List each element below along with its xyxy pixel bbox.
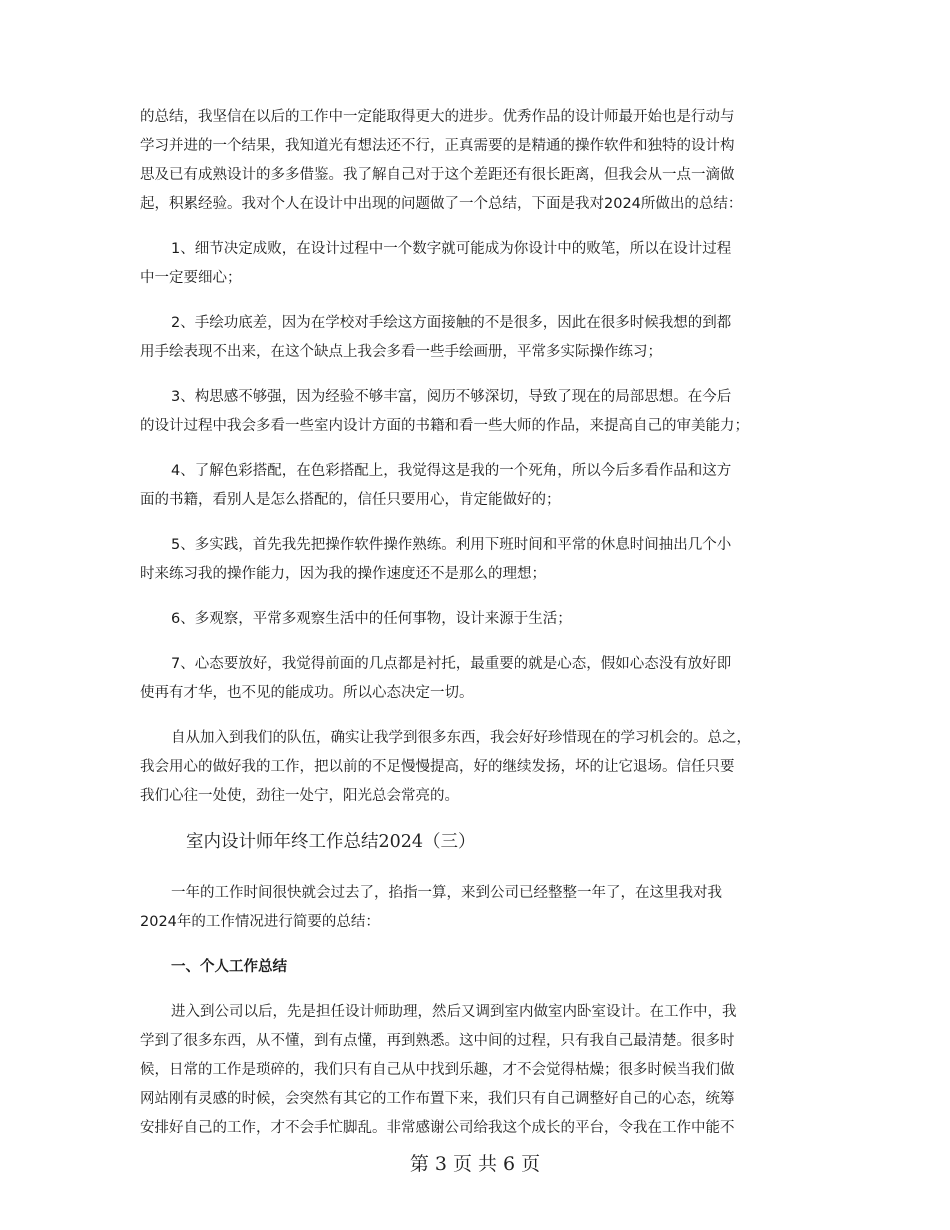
text-line: 候，日常的工作是琐碎的，我们只有自己从中找到乐趣，才不会觉得枯燥；很多时候当我们做 (140, 1062, 735, 1078)
text-line: 中一定要细心； (140, 270, 242, 286)
text-line: 6、多观察，平常多观察生活中的任何事物，设计来源于生活； (171, 611, 572, 627)
text-line: 时来练习我的操作能力，因为我的操作速度还不是那么的理想； (140, 566, 546, 582)
text-line: 的设计过程中我会多看一些室内设计方面的书籍和看一些大师的作品，来提高自己的审美能力； (140, 418, 749, 434)
text-line: 我们心往一处使，劲往一处宁，阳光总会常亮的。 (140, 788, 459, 804)
point-7 (140, 650, 820, 708)
body-paragraph (140, 998, 820, 1143)
text-line: 自从加入到我们的队伍，确实让我学到很多东西，我会好好珍惜现在的学习机会的。总之， (171, 730, 751, 746)
text-line: 学习并进的一个结果，我知道光有想法还不行，正真需要的是精通的操作软件和独特的设计构 (140, 138, 735, 154)
point-1 (140, 235, 820, 293)
point-2 (140, 309, 820, 367)
subsection-heading: 一、个人工作总结 (171, 959, 287, 975)
point-3 (140, 383, 820, 441)
section-title: 室内设计师年终工作总结2024（三） (186, 832, 476, 852)
text-line: 面的书籍，看别人是怎么搭配的，信任只要用心，肯定能做好的； (140, 492, 561, 508)
point-6 (140, 605, 820, 634)
text-line: 一年的工作时间很快就会过去了，掐指一算，来到公司已经整整一年了，在这里我对我 (171, 885, 722, 901)
text-line: 学到了很多东西，从不懂，到有点懂，再到熟悉。这中间的过程，只有我自己最清楚。很多时 (140, 1033, 735, 1049)
intro-paragraph (140, 103, 820, 219)
text-line: 思及已有成熟设计的多多借鉴。我了解自己对于这个差距还有很长距离，但我会从一点一滴做 (140, 167, 735, 183)
text-line: 起，积累经验。我对个人在设计中出现的问题做了一个总结，下面是我对2024所做出的总结： (140, 196, 743, 212)
text-line: 2024年的工作情况进行简要的总结： (140, 914, 380, 930)
text-line: 安排好自己的工作，才不会手忙脚乱。非常感谢公司给我这个成长的平台，令我在工作中能不 (140, 1120, 735, 1136)
text-line: 使再有才华，也不见的能成功。所以心态决定一切。 (140, 685, 474, 701)
point-4 (140, 457, 820, 515)
text-line: 进入到公司以后，先是担任设计师助理，然后又调到室内做室内卧室设计。在工作中，我 (171, 1004, 737, 1020)
text-line: 我会用心的做好我的工作，把以前的不足慢慢提高，好的继续发扬，坏的让它退场。信任只要 (140, 759, 735, 775)
text-line: 7、心态要放好，我觉得前面的几点都是衬托，最重要的就是心态，假如心态没有放好即 (171, 656, 732, 672)
section-intro-paragraph (140, 879, 820, 937)
page-number-footer: 第 3 页 共 6 页 (409, 1153, 541, 1175)
text-line: 1、细节决定成败，在设计过程中一个数字就可能成为你设计中的败笔，所以在设计过程 (171, 241, 732, 257)
document-body (140, 103, 820, 1159)
text-line: 5、多实践，首先我先把操作软件操作熟练。利用下班时间和平常的休息时间抽出几个小 (171, 537, 732, 553)
text-line: 3、构思感不够强，因为经验不够丰富，阅历不够深切，导致了现在的局部思想。在今后 (171, 389, 732, 405)
text-line: 用手绘表现不出来，在这个缺点上我会多看一些手绘画册，平常多实际操作练习； (140, 344, 662, 360)
text-line: 2、手绘功底差，因为在学校对手绘这方面接触的不是很多，因此在很多时候我想的到都 (171, 315, 732, 331)
text-line: 4、了解色彩搭配，在色彩搭配上，我觉得这是我的一个死角，所以今后多看作品和这方 (171, 463, 732, 479)
closing-paragraph (140, 724, 820, 811)
text-line: 网站刚有灵感的时候，会突然有其它的工作布置下来，我们只有自己调整好自己的心态，统筹 (140, 1091, 735, 1107)
text-line: 的总结，我坚信在以后的工作中一定能取得更大的进步。优秀作品的设计师最开始也是行动与 (140, 109, 735, 125)
point-5 (140, 531, 820, 589)
